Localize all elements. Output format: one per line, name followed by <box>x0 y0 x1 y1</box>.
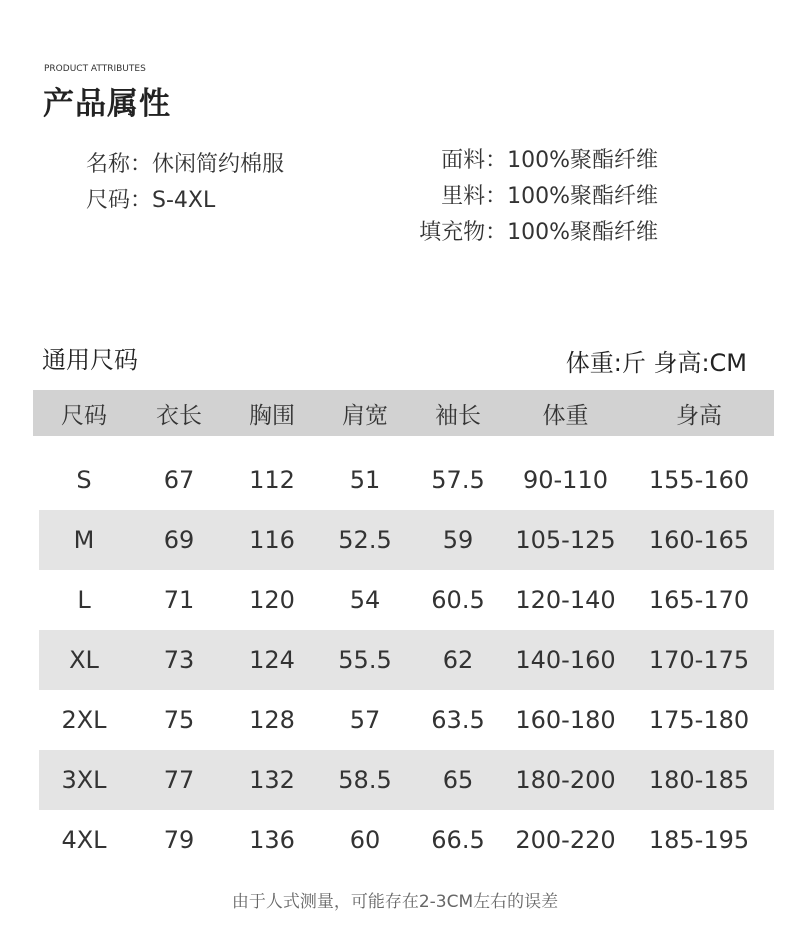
table-cell: 4XL <box>61 826 107 854</box>
table-cell: 79 <box>163 826 195 854</box>
table-cell: 59 <box>409 510 507 570</box>
table-cell: 75 <box>163 706 195 734</box>
table-row <box>33 450 774 510</box>
table-cell: 116 <box>223 510 321 570</box>
table-cell: 140-160 <box>507 630 624 690</box>
table-cell: 77 <box>135 750 223 810</box>
table-row <box>33 510 774 570</box>
table-cell: 67 <box>163 466 195 494</box>
table-cell: 71 <box>163 586 195 614</box>
measurement-footnote: 由于人式测量，可能存在2-3CM左右的误差 <box>231 892 559 912</box>
unit-note: 体重:斤 身高:CM <box>565 349 747 377</box>
table-cell: 175-180 <box>648 706 750 734</box>
table-cell: 124 <box>223 630 321 690</box>
table-row <box>33 570 774 630</box>
header-cell-height: 身高 <box>624 390 774 436</box>
header-cell-sleeve: 袖长 <box>409 390 507 436</box>
table-cell: 57 <box>349 706 381 734</box>
table-cell: 180-185 <box>624 750 774 810</box>
table-row <box>33 750 774 810</box>
table-cell: 57.5 <box>431 466 485 494</box>
table-cell: 160-180 <box>515 706 616 734</box>
table-row <box>33 810 774 870</box>
header-cell-weight: 体重 <box>507 390 624 436</box>
table-cell: XL <box>33 630 135 690</box>
table-cell: 165-170 <box>648 586 750 614</box>
table-cell: 62 <box>409 630 507 690</box>
header-cell-shoulder: 肩宽 <box>321 390 409 436</box>
size-section-title: 通用尺码 <box>42 346 138 374</box>
table-cell: 105-125 <box>507 510 624 570</box>
table-cell: 128 <box>249 706 295 734</box>
table-cell: 66.5 <box>431 826 485 854</box>
table-cell: 132 <box>223 750 321 810</box>
table-cell: 185-195 <box>648 826 750 854</box>
table-cell: 60 <box>349 826 381 854</box>
table-row <box>33 630 774 690</box>
table-cell: 155-160 <box>648 466 750 494</box>
table-cell: 73 <box>135 630 223 690</box>
table-cell: 52.5 <box>321 510 409 570</box>
attr-name: 名称：休闲简约棉服 <box>86 152 285 177</box>
table-cell: 54 <box>349 586 381 614</box>
table-cell: S <box>76 466 92 494</box>
page-title: 产品属性 <box>43 86 171 122</box>
table-cell: 69 <box>135 510 223 570</box>
attr-fabric: 面料：100%聚酯纤维 <box>441 148 658 173</box>
table-cell: 90-110 <box>522 466 608 494</box>
table-cell: 60.5 <box>431 586 485 614</box>
header-cell-size: 尺码 <box>33 390 135 436</box>
header-cell-chest: 胸围 <box>223 390 321 436</box>
size-table <box>33 390 774 870</box>
table-cell: 65 <box>409 750 507 810</box>
table-cell: 160-165 <box>624 510 774 570</box>
table-cell: L <box>77 586 91 614</box>
table-cell: 136 <box>249 826 295 854</box>
table-cell: 170-175 <box>624 630 774 690</box>
attr-lining: 里料：100%聚酯纤维 <box>441 184 658 209</box>
header-cell-length: 衣长 <box>135 390 223 436</box>
table-cell: 180-200 <box>507 750 624 810</box>
table-cell: 55.5 <box>321 630 409 690</box>
table-cell: 120-140 <box>515 586 616 614</box>
table-cell: 3XL <box>33 750 135 810</box>
table-row <box>33 690 774 750</box>
table-cell: 63.5 <box>431 706 485 734</box>
attr-filling: 填充物：100%聚酯纤维 <box>419 220 658 245</box>
table-cell: M <box>33 510 135 570</box>
table-cell: 58.5 <box>321 750 409 810</box>
table-cell: 200-220 <box>515 826 616 854</box>
table-cell: 51 <box>349 466 381 494</box>
table-cell: 120 <box>249 586 295 614</box>
table-cell: 2XL <box>61 706 107 734</box>
table-header-row <box>33 390 774 436</box>
table-cell: 112 <box>249 466 295 494</box>
attr-size: 尺码：S-4XL <box>86 188 216 213</box>
section-subtitle-en: PRODUCT ATTRIBUTES <box>44 64 146 74</box>
